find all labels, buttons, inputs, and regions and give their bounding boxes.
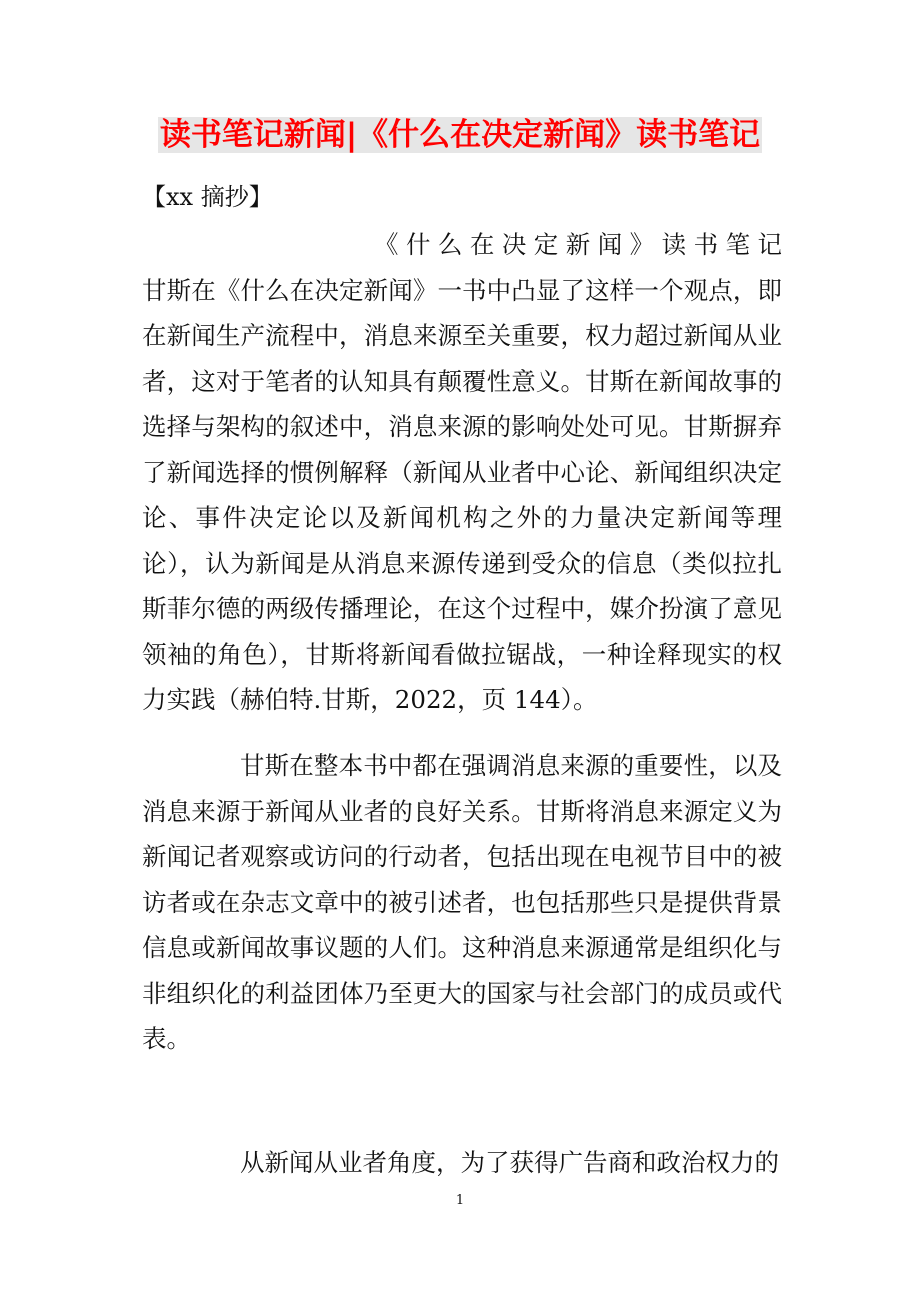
paragraph-3: 从新闻从业者角度，为了获得广告商和政治权力的 (240, 1148, 779, 1177)
document-title-text: 读书笔记新闻|《什么在决定新闻》读书笔记 (159, 117, 761, 153)
paragraph-1: 《什么在决定新闻》读书笔记 甘斯在《什么在决定新闻》一书中凸显了这样一个观点，即在新闻生产流程中，消息来源至关重要，权力超过新闻从业者，这对于笔者的认知具有颠覆性意义。甘斯在新闻故事的选择与架构的叙述中，消息来源的影响处处可见。甘斯摒弃了新闻选择的惯例解释（新闻从业者中心论、新闻组织决定论、事件决定论以及新闻机构之外的力量决定新闻等理论），认为新闻是从消息来源传递到受众的信息（类似拉扎斯菲尔德的两级传播理论，在这个过程中，媒介扮演了意见领袖的角色），甘斯将新闻看做拉锯战，一种诠释现实的权力实践（赫伯特.甘斯，2022，页 144）。 (142, 230, 856, 714)
paragraph-2: 甘斯在整本书中都在强调消息来源的重要性，以及消息来源于新闻从业者的良好关系。甘斯将消息来源定义为新闻记者观察或访问的行动者，包括出现在电视节目中的被访者或在杂志文章中的被引述者，也包括那些只是提供背景信息或新闻故事议题的人们。这种消息来源通常是组织化与非组织化的利益团体乃至更大的国家与社会部门的成员或代表。 (142, 751, 782, 1053)
section-label: 【xx 摘抄】 (142, 183, 273, 211)
page-number: 1 (455, 1193, 465, 1208)
document-title (0, 112, 920, 158)
